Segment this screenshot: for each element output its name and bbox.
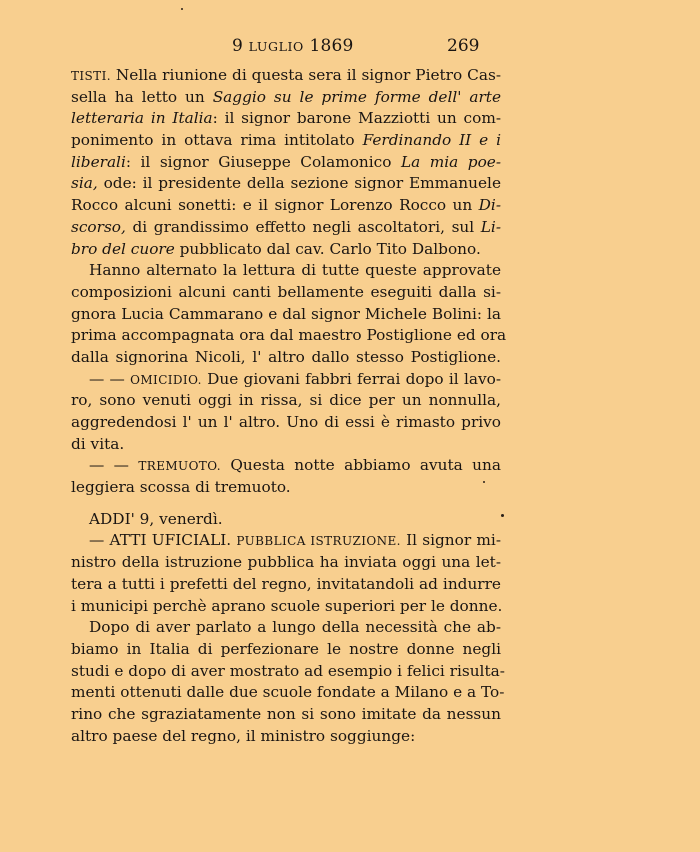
print-speck xyxy=(483,481,485,483)
text-line: bro del cuore pubblicato dal cav. Carlo Tito Dalbono. xyxy=(71,239,481,258)
date-heading: ADDI' 9, venerdì. xyxy=(89,509,223,528)
text-line: gnora Lucia Cammarano e dal signor Michele Bolini: la xyxy=(71,304,501,323)
text-line: nistro della istruzione pubblica ha inviata oggi una let- xyxy=(71,553,501,572)
text-line: — ATTI UFICIALI. PUBBLICA ISTRUZIONE. Il signor mi- xyxy=(89,531,501,550)
text-line: TISTI. Nella riunione di questa sera il signor Pietro Cas- xyxy=(71,66,501,84)
text-line: prima accompagnata ora dal maestro Postiglione ed ora xyxy=(71,326,507,345)
italic-title: Li- xyxy=(480,217,501,236)
text-line: sella ha letto un Saggio su le prime forme dell' arte xyxy=(71,87,501,106)
text-line: scorso, di grandissimo effetto negli ascoltatori, sul Li- xyxy=(71,217,501,236)
text-line: aggredendosi l' un l' altro. Uno di essi è rimasto privo xyxy=(71,413,501,431)
text-line: leggiera scossa di tremuoto. xyxy=(71,478,291,497)
italic-title: letteraria in Italia xyxy=(71,109,213,128)
text-line: — — OMICIDIO. Due giovani fabbri ferrai dopo il lavo- xyxy=(89,369,501,388)
italic-title: Ferdinando II e i xyxy=(362,131,501,150)
text-line: dalla signorina Nicoli, l' altro dallo stesso Postiglione. xyxy=(71,347,501,366)
text-line: ponimento in ottava rima intitolato Ferdinando II e i xyxy=(71,131,501,150)
print-speck xyxy=(501,514,504,517)
italic-title: scorso, xyxy=(71,217,126,236)
running-head-date: 9 LUGLIO 1869 xyxy=(232,36,354,56)
text-line: sia, ode: il presidente della sezione signor Emmanuele xyxy=(71,174,501,193)
text-line: Hanno alternato la lettura di tutte queste approvate xyxy=(89,261,501,280)
italic-title: bro del cuore xyxy=(71,239,175,258)
text-line: di vita. xyxy=(71,434,125,453)
section-heading: ATTI UFICIALI. xyxy=(109,531,232,550)
text-line: — — TREMUOTO. Questa notte abbiamo avuta una xyxy=(89,456,501,475)
text-line: composizioni alcuni canti bellamente eseguiti dalla si- xyxy=(71,282,501,301)
text-line: i municipi perchè aprano scuole superiori per le donne. xyxy=(71,596,503,615)
italic-title: Di- xyxy=(478,196,501,215)
text-line: tera a tutti i prefetti del regno, invitatandoli ad indurre xyxy=(71,574,501,593)
italic-title: La mia poe- xyxy=(400,152,501,171)
section-gap xyxy=(71,499,501,509)
section-label: OMICIDIO. xyxy=(130,372,202,387)
text-line: altro paese del regno, il ministro soggiunge: xyxy=(71,726,416,745)
text-line: Rocco alcuni sonetti: e il signor Lorenzo Rocco un Di- xyxy=(71,196,501,215)
running-head xyxy=(0,36,700,60)
text-line: rino che sgraziatamente non si sono imitate da nessun xyxy=(71,704,501,723)
print-speck xyxy=(181,8,183,10)
italic-title: Saggio su le prime forme dell' arte xyxy=(212,87,501,106)
text-line: biamo in Italia di perfezionare le nostre donne negli xyxy=(71,639,501,658)
text-line: menti ottenuti dalle due scuole fondate a Milano e a To- xyxy=(71,683,505,702)
text-line: ro, sono venuti oggi in rissa, si dice per un nonnulla, xyxy=(71,391,501,410)
italic-title: sia, xyxy=(71,174,98,193)
text-line: liberali: il signor Giuseppe Colamonico La mia poe- xyxy=(71,152,501,171)
text-line: studi e dopo di aver mostrato ad esempio i felici risulta- xyxy=(71,661,505,680)
body-text xyxy=(71,65,507,747)
italic-title: liberali xyxy=(71,152,126,171)
text-line: Dopo di aver parlato a lungo della necessità che ab- xyxy=(89,618,501,637)
section-label: PUBBLICA ISTRUZIONE. xyxy=(236,534,401,549)
page-number: 269 xyxy=(447,36,480,56)
section-label: TREMUOTO. xyxy=(138,459,221,474)
text-line: letteraria in Italia: il signor barone Mazziotti un com- xyxy=(71,109,501,128)
